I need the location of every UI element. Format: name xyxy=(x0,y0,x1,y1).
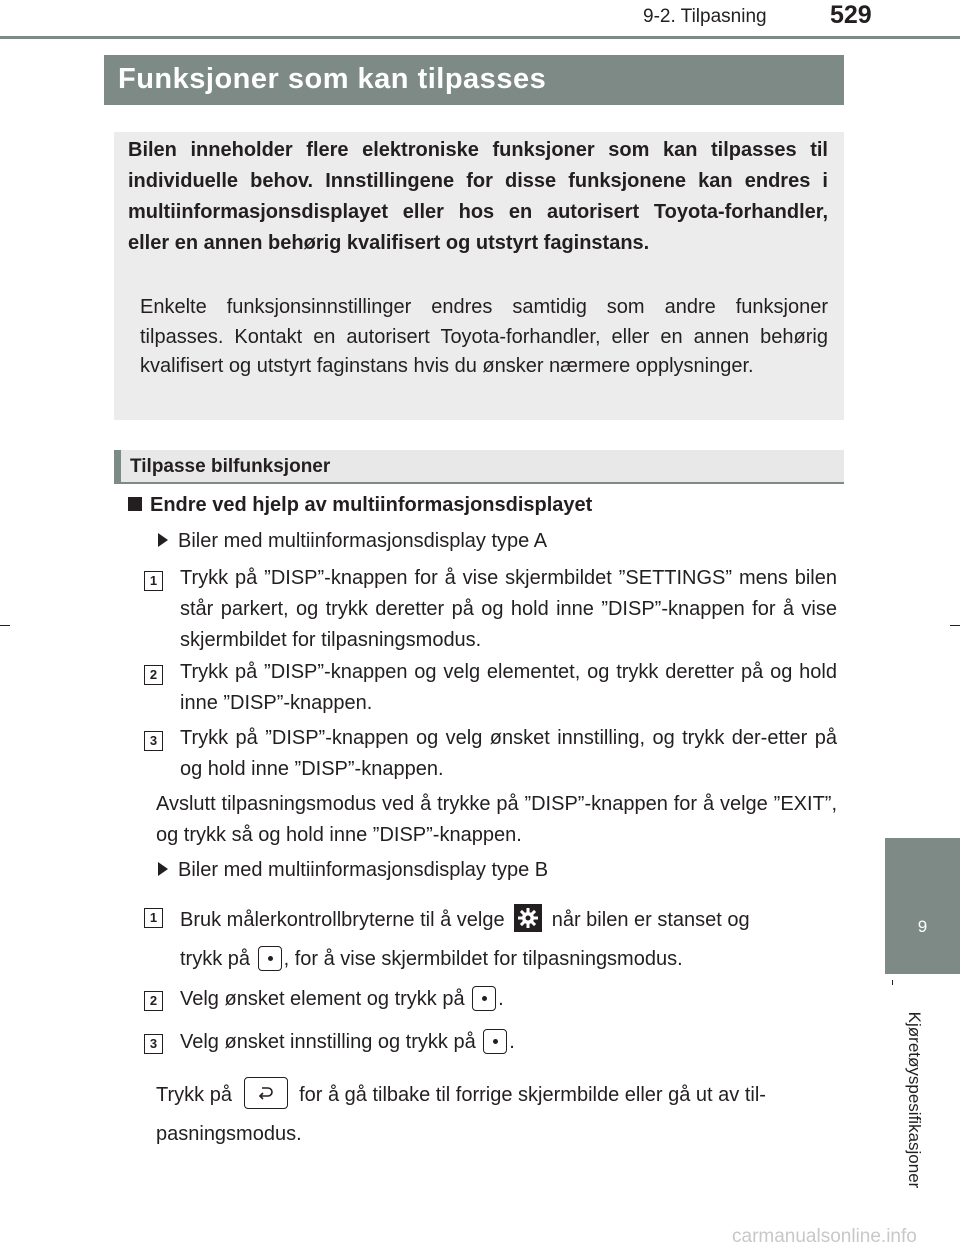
subheading-bar xyxy=(114,450,844,484)
type-b-label xyxy=(158,859,548,882)
type-a-label xyxy=(158,530,547,553)
enter-dot-icon xyxy=(472,986,496,1011)
back-instructions xyxy=(156,1076,837,1154)
step-badge-a3: 3 xyxy=(144,731,163,751)
step-b3-part2: . xyxy=(509,1031,515,1053)
gear-icon xyxy=(514,904,542,932)
triangle-bullet-icon xyxy=(158,533,168,547)
header-section: 9-2. Tilpasning xyxy=(643,6,767,27)
step-b1-part1: Bruk målerkontrollbryterne til å velge xyxy=(180,909,505,931)
page-number: 529 xyxy=(830,1,872,29)
step-text-a1: Trykk på ”DISP”-knappen for å vise skjermbildet ”SETTINGS” mens bilen står parkert, og trykk deretter på og hold inne ”DISP”-knappen for å vise skjermbildet for tilpasningsmodus. xyxy=(180,567,837,651)
page-title: Funksjoner som kan tilpasses xyxy=(118,63,547,95)
step-text-b1 xyxy=(180,901,837,979)
chapter-tab xyxy=(885,838,960,974)
intro-paragraph: Bilen inneholder flere elektroniske funksjoner som kan tilpasses til individuelle behov. Innstillingene for disse funksjonene kan endres i multiinformasjonsdisplayet eller hos en autorisert Toyota-forhandler, eller en annen behørig kvalifisert og utstyrt faginstans. xyxy=(128,139,828,254)
step-b1-part4: , for å vise skjermbildet for tilpasningsmodus. xyxy=(283,948,683,970)
watermark: carmanualsonline.info xyxy=(732,1226,917,1247)
subheading-accent xyxy=(114,450,121,484)
step-text-b3 xyxy=(180,1027,837,1058)
step-b3-part1: Velg ønsket innstilling og trykk på xyxy=(180,1031,476,1053)
intro-note: Enkelte funksjonsinnstillinger endres samtidig som andre funksjoner tilpasses. Kontakt en autorisert Toyota-forhandler, eller en annen behørig kvalifisert og utstyrt faginstans hvis du ønsker nærmere opplysninger. xyxy=(140,296,828,377)
section-heading xyxy=(128,494,592,517)
enter-dot-icon xyxy=(483,1029,507,1054)
title-bar xyxy=(104,55,844,105)
chapter-number: 9 xyxy=(917,917,928,936)
exit-instructions: Avslutt tilpasningsmodus ved å trykke på ”DISP”-knappen for å velge ”EXIT”, og trykk så og hold inne ”DISP”-knappen. xyxy=(156,793,837,846)
step-text-a3: Trykk på ”DISP”-knappen og velg ønsket innstilling, og trykk der-etter på og hold inne ”DISP”-knappen. xyxy=(180,727,837,780)
section-heading-text: Endre ved hjelp av multiinformasjonsdisplayet xyxy=(150,494,593,516)
back-arrow-icon xyxy=(244,1077,288,1109)
type-b-label-text: Biler med multiinformasjonsdisplay type B xyxy=(178,859,549,881)
intro-box xyxy=(114,132,844,420)
step-badge-a1: 1 xyxy=(144,571,163,591)
square-bullet-icon xyxy=(128,497,142,511)
margin-tick xyxy=(950,625,960,626)
step-b1-part2: når bilen er stanset og xyxy=(551,909,750,931)
margin-tick xyxy=(0,625,10,626)
step-text-b2 xyxy=(180,984,837,1015)
step-badge-b3: 3 xyxy=(144,1034,163,1054)
back-part3: pasningsmodus. xyxy=(156,1123,302,1145)
back-part2: for å gå tilbake til forrige skjermbilde eller gå ut av til- xyxy=(299,1084,766,1106)
enter-dot-icon xyxy=(258,946,282,971)
header-rule xyxy=(0,36,960,39)
step-badge-b1: 1 xyxy=(144,908,163,928)
triangle-bullet-icon xyxy=(158,862,168,876)
step-b2-part1: Velg ønsket element og trykk på xyxy=(180,988,465,1010)
step-badge-a2: 2 xyxy=(144,665,163,685)
side-line xyxy=(892,980,893,985)
step-b2-part2: . xyxy=(498,988,504,1010)
back-part1: Trykk på xyxy=(156,1084,232,1106)
chapter-label-text: Kjøretøyspesifikasjoner xyxy=(905,1011,924,1189)
step-b1-part3: trykk på xyxy=(180,948,251,970)
subheading: Tilpasse bilfunksjoner xyxy=(130,456,331,477)
type-a-label-text: Biler med multiinformasjonsdisplay type A xyxy=(178,530,548,552)
step-text-a2: Trykk på ”DISP”-knappen og velg elementet, og trykk deretter på og hold inne ”DISP”-knappen. xyxy=(180,661,837,714)
step-badge-b2: 2 xyxy=(144,991,163,1011)
